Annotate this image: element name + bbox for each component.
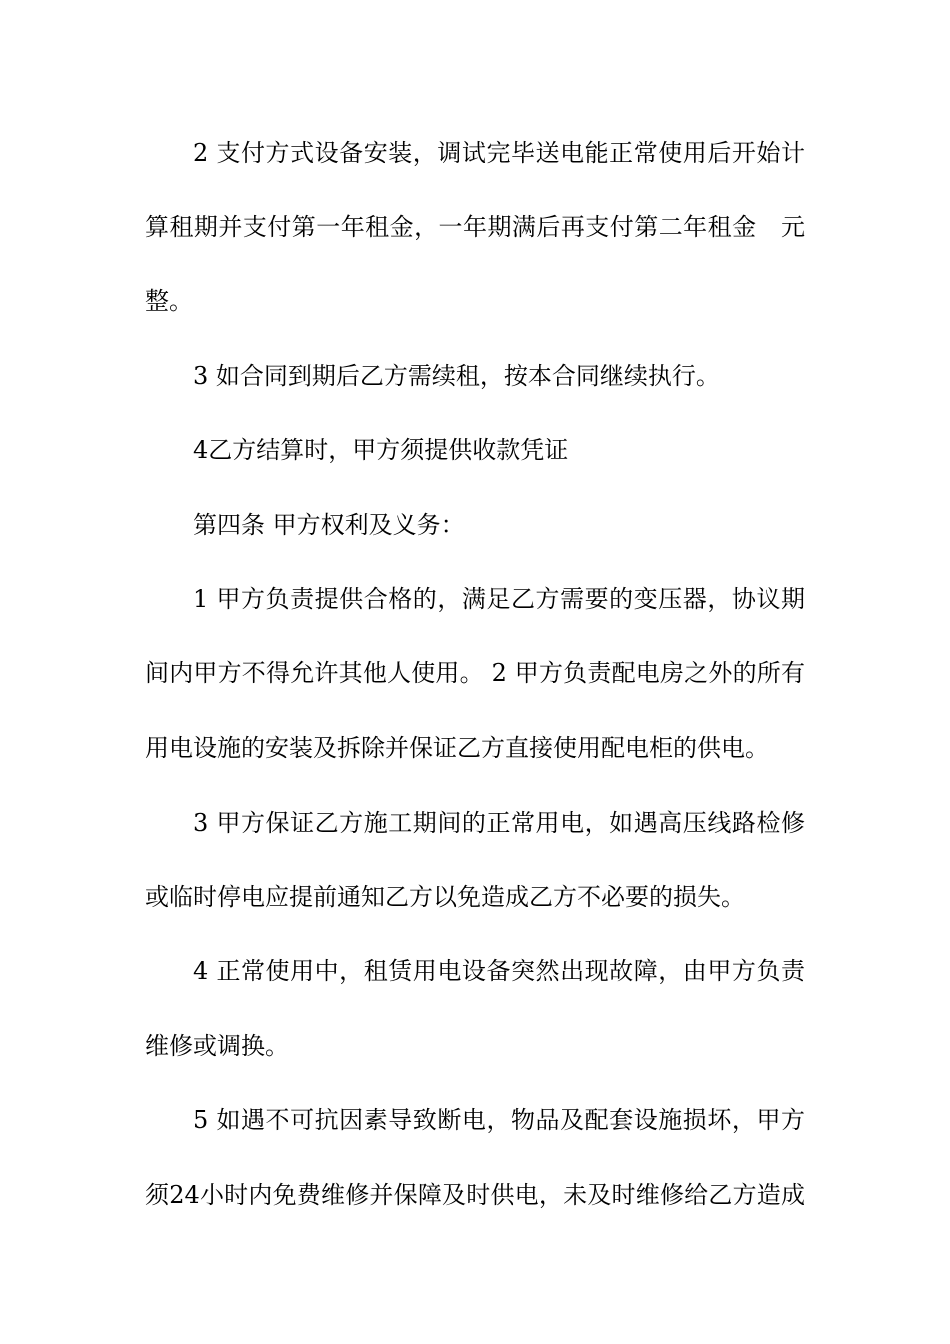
paragraph-line: 用电设施的安装及拆除并保证乙方直接使用配电柜的供电。 (145, 734, 769, 762)
paragraph-line: 须24小时内免费维修并保障及时供电，未及时维修给乙方造成 (145, 1181, 805, 1209)
paragraph-line: 2 支付方式设备安装，调试完毕送电能正常使用后开始计 (193, 139, 805, 167)
paragraph-line: 4乙方结算时，甲方须提供收款凭证 (193, 436, 569, 464)
section-heading: 第四条 甲方权利及义务： (193, 511, 465, 539)
paragraph-line: 间内甲方不得允许其他人使用。 2 甲方负责配电房之外的所有 (145, 659, 805, 687)
paragraph-line: 4 正常使用中，租赁用电设备突然出现故障，由甲方负责 (193, 957, 805, 985)
paragraph-line: 整。 (145, 287, 193, 315)
paragraph-line: 1 甲方负责提供合格的，满足乙方需要的变压器，协议期 (193, 585, 805, 613)
paragraph-line: 3 甲方保证乙方施工期间的正常用电，如遇高压线路检修 (193, 809, 805, 837)
paragraph-line: 或临时停电应提前通知乙方以免造成乙方不必要的损失。 (145, 883, 745, 911)
paragraph-line: 3 如合同到期后乙方需续租，按本合同继续执行。 (193, 362, 720, 390)
paragraph-line: 维修或调换。 (145, 1032, 289, 1060)
paragraph-line: 算租期并支付第一年租金，一年期满后再支付第二年租金 元 (145, 213, 805, 241)
paragraph-line: 5 如遇不可抗因素导致断电，物品及配套设施损坏，甲方 (193, 1106, 805, 1134)
